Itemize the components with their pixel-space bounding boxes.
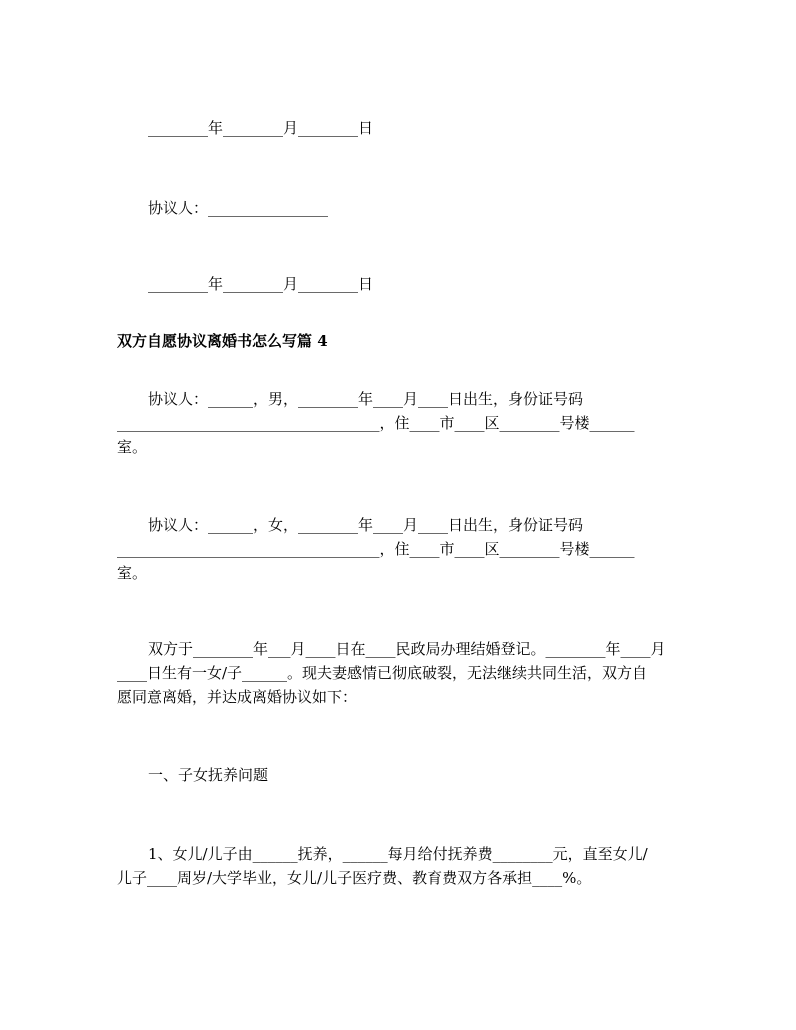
- paragraph-line: 室。: [117, 438, 148, 456]
- paragraph-line: 双方于________年___月____日在____民政局办理结婚登记。________年____月: [148, 640, 666, 658]
- date-line: ________年________月________日: [148, 275, 374, 293]
- signature-line: 协议人：________________: [148, 199, 329, 217]
- paragraph-line: ___________________________________，住____市____区________号楼______: [117, 540, 635, 558]
- paragraph-line: 协议人：______，男，________年____月____日出生，身份证号码: [148, 390, 584, 408]
- date-line: ________年________月________日: [148, 119, 374, 137]
- clause-heading: 一、子女抚养问题: [148, 766, 269, 784]
- paragraph-line: ____日生有一女/子______。现夫妻感情已彻底破裂，无法继续共同生活，双方自: [117, 664, 648, 682]
- paragraph-line: 协议人：______，女，________年____月____日出生，身份证号码: [148, 516, 584, 534]
- paragraph-line: 室。: [117, 564, 148, 582]
- paragraph-line: 儿子____周岁/大学毕业，女儿/儿子医疗费、教育费双方各承担____%。: [117, 869, 592, 887]
- section-title: 双方自愿协议离婚书怎么写篇 4: [117, 332, 328, 350]
- paragraph-line: 愿同意离婚，并达成离婚协议如下：: [117, 688, 358, 706]
- paragraph-line: 1、女儿/儿子由______抚养，______每月给付抚养费________元，直至女儿/: [148, 845, 648, 863]
- paragraph-line: ___________________________________，住____市____区________号楼______: [117, 414, 635, 432]
